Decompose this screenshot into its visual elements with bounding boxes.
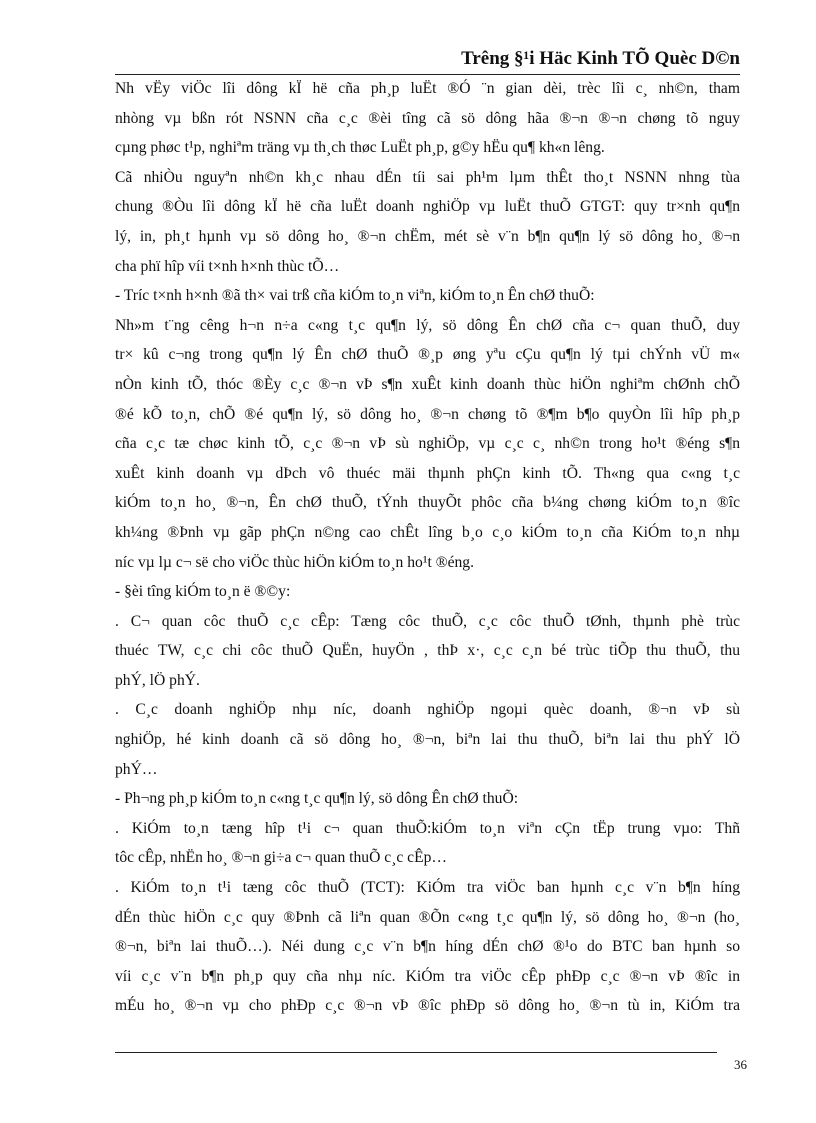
- text-line: kh¼ng ®Þnh vµ gãp phÇn n©ng cao chÊt lîng b¸o c¸o kiÓm to¸n cña KiÓm to¸n nhµ: [115, 523, 740, 541]
- text-line: Cã nhiÒu nguyªn nh©n kh¸c nhau dÉn tíi sai ph¹m lµm thÊt tho¸t NSNN nhng tùa: [115, 168, 740, 186]
- text-line: níc vµ lµ c¬ së cho viÖc thùc hiÖn kiÓm to¸n ho¹t ®éng.: [115, 553, 474, 571]
- footer-rule: [115, 1052, 717, 1053]
- text-line: víi c¸c v¨n b¶n ph¸p quy cña nhµ níc. KiÓm tra viÖc cÊp phÐp c¸c ®¬n vÞ ®îc in: [115, 967, 740, 985]
- text-line: lý, in, ph¸t hµnh vµ sö dông ho¸ ®¬n chËm, mét sè v¨n b¶n qu¶n lý sö dông ho¸ ®¬n: [115, 227, 740, 245]
- text-line: ®é kÕ to¸n, chÕ ®é qu¶n lý, sö dông ho¸ ®¬n chøng tõ ®¶m b¶o quyÒn lîi hîp ph¸p: [115, 405, 740, 423]
- text-line: phÝ, lÖ phÝ.: [115, 671, 200, 689]
- text-line: thuéc TW, c¸c chi côc thuÕ QuËn, huyÖn , thÞ x·, c¸c c¸n bé trùc tiÕp thu thuÕ, thu: [115, 642, 740, 660]
- text-line: - §èi tîng kiÓm to¸n ë ®©y:: [115, 583, 291, 601]
- text-line: . KiÓm to¸n tæng hîp t¹i c¬ quan thuÕ:kiÓm to¸n viªn cÇn tËp trung vµo: Thñ: [115, 819, 740, 837]
- text-line: tr× kû c¬ng trong qu¶n lý Ên chØ thuÕ ®¸p øng yªu cÇu qu¶n lý tµi chÝnh vÜ m«: [115, 346, 740, 364]
- text-line: nÒn kinh tÕ, thóc ®Èy c¸c ®¬n vÞ s¶n xuÊt kinh doanh thùc hiÖn nghiªm chØnh chÕ: [115, 375, 740, 393]
- page-number: 36: [734, 1057, 747, 1072]
- text-line: tôc cÊp, nhËn ho¸ ®¬n gi÷a c¬ quan thuÕ c¸c cÊp…: [115, 849, 448, 867]
- text-line: cha phï hîp víi t×nh h×nh thùc tÕ…: [115, 257, 340, 275]
- text-line: . C¸c doanh nghiÖp nhµ níc, doanh nghiÖp ngoµi quèc doanh, ®¬n vÞ sù: [115, 701, 740, 719]
- text-line: mÉu ho¸ ®¬n vµ cho phÐp c¸c ®¬n vÞ ®îc phÐp sö dông ho¸ ®¬n tù in, KiÓm tra: [115, 997, 740, 1015]
- page-header: [115, 42, 740, 75]
- text-line: dÉn thùc hiÖn c¸c quy ®Þnh cã liªn quan ®Õn c«ng t¸c qu¶n lý, sö dông ho¸ ®¬n (ho¸: [115, 908, 740, 926]
- text-line: chung ®Òu lîi dông kÏ hë cña luËt doanh nghiÖp vµ luËt thuÕ GTGT: quy tr×nh qu¶n: [115, 198, 740, 216]
- text-line: . C¬ quan côc thuÕ c¸c cÊp: Tæng côc thuÕ, c¸c côc thuÕ tØnh, thµnh phè trùc: [115, 612, 740, 630]
- text-line: Nh vËy viÖc lîi dông kÏ hë cña ph¸p luËt ®Ó ¨n gian dèi, trèc lîi c¸ nh©n, tham: [115, 80, 740, 97]
- text-line: - Tríc t×nh h×nh ®ã th× vai trß cña kiÓm to¸n viªn, kiÓm to¸n Ên chØ thuÕ:: [115, 287, 595, 305]
- text-line: Nh»m t¨ng cêng h¬n n÷a c«ng t¸c qu¶n lý, sö dông Ên chØ cña c¬ quan thuÕ, duy: [115, 316, 740, 334]
- text-line: kiÓm to¸n ho¸ ®¬n, Ên chØ thuÕ, tÝnh thuyÕt phôc cña b¼ng chøng kiÓm to¸n ®îc: [115, 494, 740, 512]
- text-line: phÝ…: [115, 760, 158, 778]
- text-line: cµng phøc t¹p, nghiªm träng vµ th¸ch thøc LuËt ph¸p, g©y hËu qu¶ kh«n lêng.: [115, 139, 605, 157]
- text-line: nghiÖp, hé kinh doanh cã sö dông ho¸ ®¬n, biªn lai thu thuÕ, biªn lai thu phÝ lÖ: [115, 731, 740, 749]
- text-line: cña c¸c tæ chøc kinh tÕ, c¸c ®¬n vÞ sù nghiÖp, vµ c¸c c¸ nh©n trong ho¹t ®éng s¶n: [115, 435, 740, 453]
- header-title: Trêng §¹i Häc Kinh TÕ Quèc D©n: [461, 48, 740, 69]
- text-line: . KiÓm to¸n t¹i tæng côc thuÕ (TCT): KiÓm tra viÖc ban hµnh c¸c v¨n b¶n híng: [115, 879, 740, 897]
- text-line: nhòng vµ bßn rót NSNN cña c¸c ®èi tîng cã sö dông hãa ®¬n ®¬n chøng tõ nguy: [115, 109, 740, 127]
- document-body: [115, 74, 740, 1021]
- text-line: ®¬n, biªn lai thuÕ…). Néi dung c¸c v¨n b¶n híng dÉn chØ ®¹o do BTC ban hµnh so: [115, 938, 740, 956]
- text-line: xuÊt kinh doanh vµ dÞch vô thuéc mäi thµnh phÇn kinh tÕ. Th«ng qua c«ng t¸c: [115, 464, 740, 482]
- text-line: - Ph¬ng ph¸p kiÓm to¸n c«ng t¸c qu¶n lý, sö dông Ên chØ thuÕ:: [115, 790, 519, 808]
